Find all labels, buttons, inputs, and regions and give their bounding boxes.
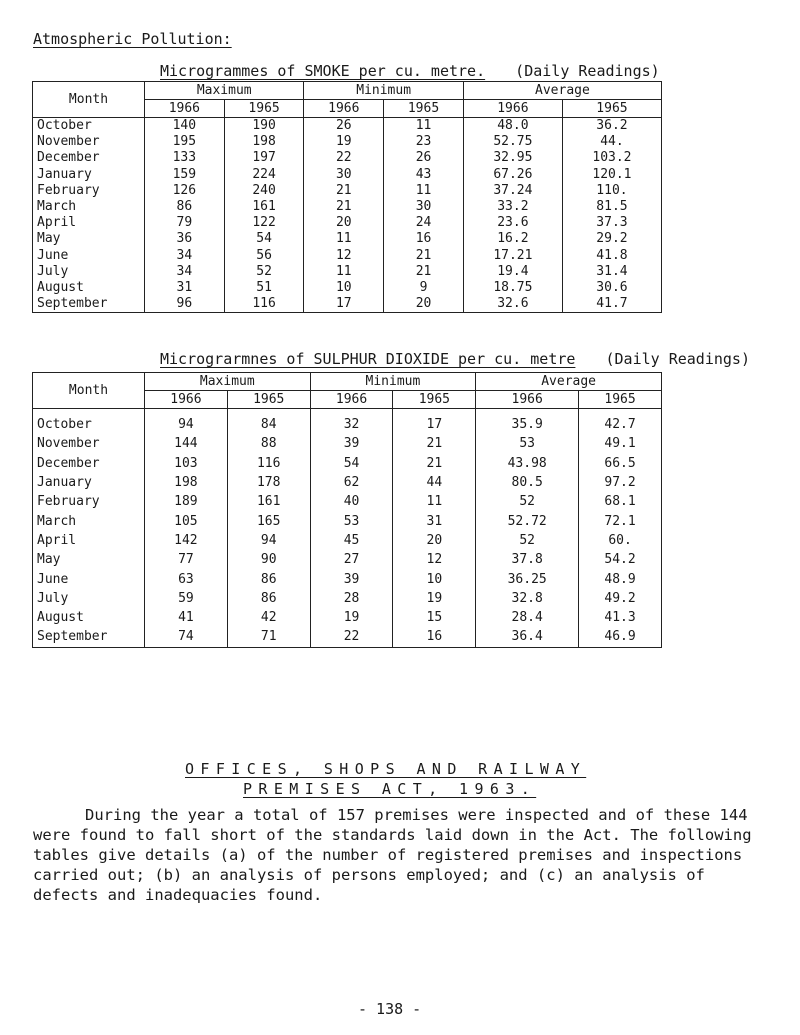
value-cell: 86 — [145, 199, 225, 215]
table-row — [33, 231, 662, 247]
value-cell: 36.25 — [476, 569, 579, 588]
value-cell: 32 — [310, 409, 393, 435]
value-cell: 52 — [476, 492, 579, 511]
value-cell: 161 — [227, 492, 310, 511]
value-cell: 34 — [145, 248, 225, 264]
value-cell: 103.2 — [562, 150, 661, 166]
table-row — [33, 492, 662, 511]
value-cell: 39 — [310, 569, 393, 588]
value-cell: 189 — [145, 492, 228, 511]
section-heading-line-1: OFFICES, SHOPS AND RAILWAY — [185, 760, 587, 778]
value-cell: 90 — [227, 550, 310, 569]
value-cell: 41.7 — [562, 296, 661, 313]
value-cell: 142 — [145, 531, 228, 550]
value-cell: 44 — [393, 473, 476, 492]
value-cell: 36.4 — [476, 627, 579, 647]
value-cell: 21 — [384, 264, 464, 280]
table-row — [33, 434, 662, 453]
page-title: Atmospheric Pollution: — [33, 30, 232, 48]
value-cell: 94 — [145, 409, 228, 435]
table-row — [33, 473, 662, 492]
value-cell: 21 — [393, 434, 476, 453]
month-cell: March — [33, 511, 145, 530]
value-cell: 22 — [310, 627, 393, 647]
value-cell: 41.3 — [579, 608, 662, 627]
smoke-caption-note: (Daily Readings) — [515, 62, 660, 80]
value-cell: 31.4 — [562, 264, 661, 280]
so2-month-header: Month — [33, 373, 145, 409]
value-cell: 17.21 — [463, 248, 562, 264]
value-cell: 16 — [393, 627, 476, 647]
month-cell: April — [33, 215, 145, 231]
value-cell: 165 — [227, 511, 310, 530]
value-cell: 53 — [476, 434, 579, 453]
value-cell: 31 — [393, 511, 476, 530]
so2-table — [32, 372, 662, 648]
value-cell: 79 — [145, 215, 225, 231]
month-cell: November — [33, 134, 145, 150]
so2-caption-main: Micrograrmnes of SULPHUR DIOXIDE per cu. metre — [160, 350, 576, 368]
value-cell: 18.75 — [463, 280, 562, 296]
table-row — [33, 550, 662, 569]
value-cell: 11 — [384, 118, 464, 135]
month-cell: December — [33, 454, 145, 473]
month-cell: September — [33, 627, 145, 647]
month-cell: October — [33, 409, 145, 435]
value-cell: 21 — [304, 183, 384, 199]
value-cell: 54 — [310, 454, 393, 473]
month-cell: May — [33, 231, 145, 247]
value-cell: 52.72 — [476, 511, 579, 530]
value-cell: 30.6 — [562, 280, 661, 296]
value-cell: 52 — [224, 264, 304, 280]
value-cell: 29.2 — [562, 231, 661, 247]
smoke-year-header: 1965 — [224, 100, 304, 118]
month-cell: December — [33, 150, 145, 166]
value-cell: 60. — [579, 531, 662, 550]
value-cell: 32.95 — [463, 150, 562, 166]
section-heading-line-2: PREMISES ACT, 1963. — [243, 780, 537, 798]
value-cell: 11 — [304, 231, 384, 247]
value-cell: 197 — [224, 150, 304, 166]
month-cell: April — [33, 531, 145, 550]
table-row — [33, 183, 662, 199]
value-cell: 35.9 — [476, 409, 579, 435]
value-cell: 30 — [304, 167, 384, 183]
value-cell: 159 — [145, 167, 225, 183]
value-cell: 88 — [227, 434, 310, 453]
value-cell: 11 — [393, 492, 476, 511]
so2-average-header: Average — [476, 373, 662, 391]
value-cell: 37.8 — [476, 550, 579, 569]
value-cell: 63 — [145, 569, 228, 588]
page-number: - 138 - — [358, 1000, 422, 1018]
value-cell: 68.1 — [579, 492, 662, 511]
value-cell: 54 — [224, 231, 304, 247]
value-cell: 24 — [384, 215, 464, 231]
value-cell: 80.5 — [476, 473, 579, 492]
smoke-year-header: 1965 — [562, 100, 661, 118]
table-row — [33, 248, 662, 264]
value-cell: 30 — [384, 199, 464, 215]
value-cell: 19 — [393, 589, 476, 608]
value-cell: 16 — [384, 231, 464, 247]
value-cell: 41 — [145, 608, 228, 627]
month-cell: June — [33, 248, 145, 264]
table-row — [33, 150, 662, 166]
so2-year-header: 1966 — [145, 391, 228, 409]
value-cell: 43.98 — [476, 454, 579, 473]
value-cell: 32.6 — [463, 296, 562, 313]
value-cell: 144 — [145, 434, 228, 453]
value-cell: 11 — [304, 264, 384, 280]
value-cell: 110. — [562, 183, 661, 199]
value-cell: 140 — [145, 118, 225, 135]
value-cell: 86 — [227, 589, 310, 608]
value-cell: 23.6 — [463, 215, 562, 231]
body-paragraph: During the year a total of 157 premises were inspected and of these 144 were found to fall short of the standards laid down in the Act. The following tables give details (a) of the number of registered premises and inspections carried out; (b) an analysis of persons employed; and (c) an analysis of defects and inadequacies found. — [33, 806, 752, 904]
value-cell: 71 — [227, 627, 310, 647]
table-row — [33, 167, 662, 183]
smoke-year-header: 1965 — [384, 100, 464, 118]
value-cell: 21 — [384, 248, 464, 264]
value-cell: 53 — [310, 511, 393, 530]
value-cell: 41.8 — [562, 248, 661, 264]
table-row — [33, 589, 662, 608]
table-row — [33, 199, 662, 215]
value-cell: 12 — [304, 248, 384, 264]
value-cell: 103 — [145, 454, 228, 473]
value-cell: 96 — [145, 296, 225, 313]
month-cell: September — [33, 296, 145, 313]
value-cell: 54.2 — [579, 550, 662, 569]
value-cell: 10 — [393, 569, 476, 588]
so2-header-row — [33, 373, 662, 391]
so2-year-header: 1965 — [393, 391, 476, 409]
smoke-month-header: Month — [33, 82, 145, 118]
month-cell: February — [33, 183, 145, 199]
value-cell: 12 — [393, 550, 476, 569]
table-row — [33, 627, 662, 647]
value-cell: 49.2 — [579, 589, 662, 608]
table-row — [33, 134, 662, 150]
value-cell: 16.2 — [463, 231, 562, 247]
value-cell: 178 — [227, 473, 310, 492]
value-cell: 56 — [224, 248, 304, 264]
table-row — [33, 511, 662, 530]
table-row — [33, 454, 662, 473]
value-cell: 33.2 — [463, 199, 562, 215]
smoke-table-caption — [160, 62, 660, 80]
value-cell: 84 — [227, 409, 310, 435]
value-cell: 20 — [393, 531, 476, 550]
value-cell: 116 — [227, 454, 310, 473]
value-cell: 26 — [384, 150, 464, 166]
table-row — [33, 280, 662, 296]
value-cell: 240 — [224, 183, 304, 199]
table-row — [33, 118, 662, 135]
value-cell: 37.3 — [562, 215, 661, 231]
value-cell: 190 — [224, 118, 304, 135]
month-cell: June — [33, 569, 145, 588]
value-cell: 10 — [304, 280, 384, 296]
value-cell: 15 — [393, 608, 476, 627]
value-cell: 17 — [304, 296, 384, 313]
smoke-year-header: 1966 — [463, 100, 562, 118]
so2-table-body — [33, 409, 662, 648]
month-cell: August — [33, 608, 145, 627]
smoke-minimum-header: Minimum — [304, 82, 463, 100]
table-row — [33, 296, 662, 313]
so2-caption-note: (Daily Readings) — [605, 350, 750, 368]
value-cell: 43 — [384, 167, 464, 183]
value-cell: 48.0 — [463, 118, 562, 135]
smoke-table-body — [33, 118, 662, 313]
value-cell: 42.7 — [579, 409, 662, 435]
smoke-year-header: 1966 — [145, 100, 225, 118]
value-cell: 28 — [310, 589, 393, 608]
month-cell: July — [33, 589, 145, 608]
value-cell: 34 — [145, 264, 225, 280]
value-cell: 66.5 — [579, 454, 662, 473]
table-row — [33, 569, 662, 588]
value-cell: 48.9 — [579, 569, 662, 588]
value-cell: 17 — [393, 409, 476, 435]
value-cell: 198 — [224, 134, 304, 150]
value-cell: 195 — [145, 134, 225, 150]
value-cell: 67.26 — [463, 167, 562, 183]
value-cell: 86 — [227, 569, 310, 588]
month-cell: August — [33, 280, 145, 296]
value-cell: 161 — [224, 199, 304, 215]
value-cell: 27 — [310, 550, 393, 569]
value-cell: 22 — [304, 150, 384, 166]
value-cell: 97.2 — [579, 473, 662, 492]
value-cell: 20 — [384, 296, 464, 313]
value-cell: 21 — [393, 454, 476, 473]
value-cell: 36 — [145, 231, 225, 247]
value-cell: 49.1 — [579, 434, 662, 453]
value-cell: 26 — [304, 118, 384, 135]
value-cell: 77 — [145, 550, 228, 569]
so2-minimum-header: Minimum — [310, 373, 476, 391]
value-cell: 23 — [384, 134, 464, 150]
value-cell: 28.4 — [476, 608, 579, 627]
so2-year-header: 1965 — [579, 391, 662, 409]
value-cell: 72.1 — [579, 511, 662, 530]
value-cell: 11 — [384, 183, 464, 199]
value-cell: 133 — [145, 150, 225, 166]
table-row — [33, 608, 662, 627]
value-cell: 21 — [304, 199, 384, 215]
value-cell: 19.4 — [463, 264, 562, 280]
so2-table-caption — [160, 350, 750, 368]
value-cell: 59 — [145, 589, 228, 608]
value-cell: 32.8 — [476, 589, 579, 608]
smoke-header-row — [33, 82, 662, 100]
value-cell: 40 — [310, 492, 393, 511]
month-cell: May — [33, 550, 145, 569]
value-cell: 31 — [145, 280, 225, 296]
value-cell: 120.1 — [562, 167, 661, 183]
value-cell: 20 — [304, 215, 384, 231]
smoke-average-header: Average — [463, 82, 661, 100]
value-cell: 94 — [227, 531, 310, 550]
value-cell: 74 — [145, 627, 228, 647]
value-cell: 116 — [224, 296, 304, 313]
value-cell: 126 — [145, 183, 225, 199]
so2-maximum-header: Maximum — [145, 373, 311, 391]
month-cell: July — [33, 264, 145, 280]
smoke-maximum-header: Maximum — [145, 82, 304, 100]
value-cell: 105 — [145, 511, 228, 530]
value-cell: 52 — [476, 531, 579, 550]
value-cell: 44. — [562, 134, 661, 150]
month-cell: October — [33, 118, 145, 135]
value-cell: 42 — [227, 608, 310, 627]
value-cell: 51 — [224, 280, 304, 296]
value-cell: 39 — [310, 434, 393, 453]
month-cell: January — [33, 167, 145, 183]
value-cell: 46.9 — [579, 627, 662, 647]
value-cell: 37.24 — [463, 183, 562, 199]
value-cell: 45 — [310, 531, 393, 550]
smoke-caption-main: Microgrammes of SMOKE per cu. metre. — [160, 62, 486, 80]
value-cell: 52.75 — [463, 134, 562, 150]
smoke-table — [32, 81, 662, 313]
so2-year-header: 1966 — [310, 391, 393, 409]
value-cell: 224 — [224, 167, 304, 183]
value-cell: 36.2 — [562, 118, 661, 135]
so2-year-header: 1966 — [476, 391, 579, 409]
table-row — [33, 264, 662, 280]
value-cell: 122 — [224, 215, 304, 231]
value-cell: 81.5 — [562, 199, 661, 215]
value-cell: 9 — [384, 280, 464, 296]
table-row — [33, 215, 662, 231]
value-cell: 198 — [145, 473, 228, 492]
table-row — [33, 531, 662, 550]
smoke-year-header: 1966 — [304, 100, 384, 118]
value-cell: 19 — [310, 608, 393, 627]
month-cell: January — [33, 473, 145, 492]
so2-year-header: 1965 — [227, 391, 310, 409]
value-cell: 19 — [304, 134, 384, 150]
value-cell: 62 — [310, 473, 393, 492]
table-row — [33, 409, 662, 435]
month-cell: March — [33, 199, 145, 215]
month-cell: February — [33, 492, 145, 511]
month-cell: November — [33, 434, 145, 453]
